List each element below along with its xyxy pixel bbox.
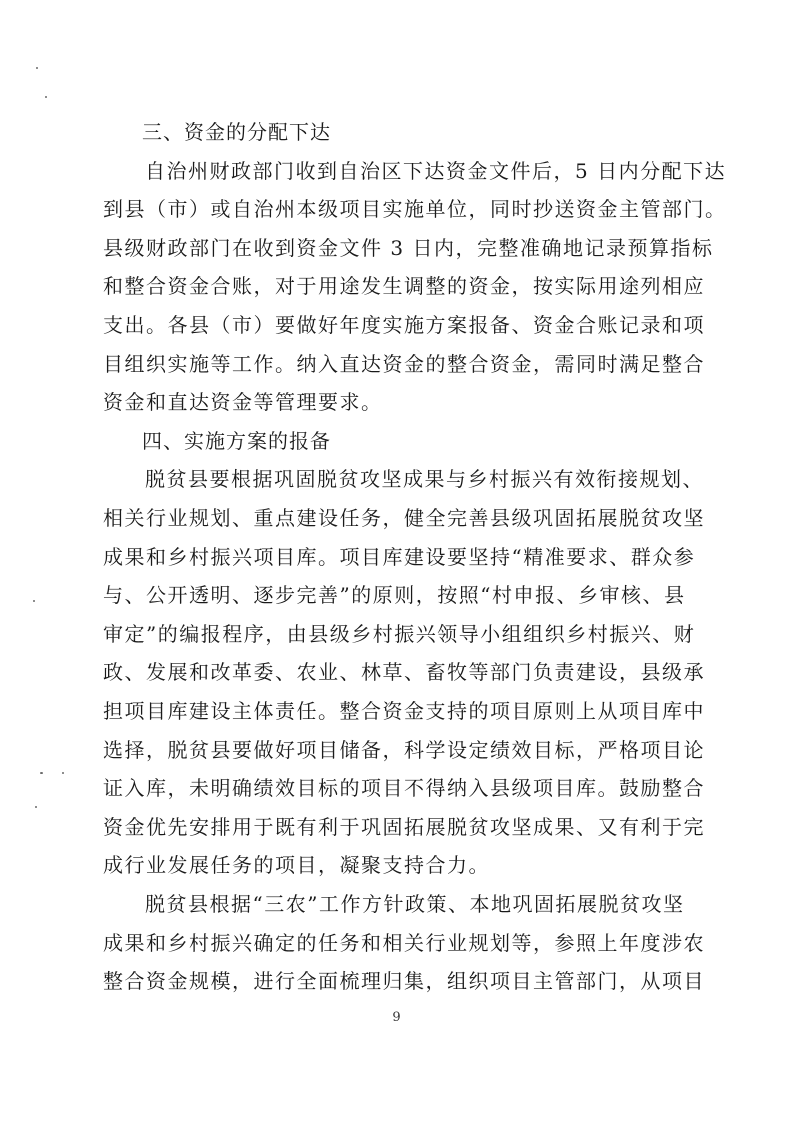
- paragraph-line: 证入库，未明确绩效目标的项目不得纳入县级项目库。鼓励整合: [103, 776, 705, 800]
- paragraph-line: 整合资金规模，进行全面梳理归集，组织项目主管部门，从项目: [103, 969, 705, 993]
- scan-speck: [35, 806, 37, 808]
- paragraph-line: 相关行业规划、重点建设任务，健全完善县级巩固拓展脱贫攻坚: [103, 506, 705, 530]
- paragraph-line: 自治州财政部门收到自治区下达资金文件后，5 日内分配下达: [145, 159, 727, 183]
- paragraph-line: 支出。各县（市）要做好年度实施方案报备、资金合账记录和项: [103, 313, 705, 337]
- paragraph-line: 脱贫县要根据巩固脱贫攻坚成果与乡村振兴有效衔接规划、: [145, 467, 704, 491]
- scan-speck: [62, 772, 64, 774]
- paragraph-line: 政、发展和改革委、农业、林草、畜牧等部门负责建设，县级承: [103, 660, 705, 684]
- scan-speck: [45, 96, 47, 98]
- paragraph-line: 与、公开透明、逐步完善”的原则，按照“村申报、乡审核、县: [103, 583, 686, 607]
- paragraph-line: 县级财政部门在收到资金文件 3 日内，完整准确地记录预算指标: [103, 236, 714, 260]
- paragraph-line: 脱贫县根据“三农”工作方针政策、本地巩固拓展脱贫攻坚: [145, 892, 685, 916]
- paragraph-line: 审定”的编报程序，由县级乡村振兴领导小组组织乡村振兴、财: [103, 622, 696, 646]
- section-heading-3: 三、资金的分配下达: [142, 120, 331, 144]
- paragraph-line: 目组织实施等工作。纳入直达资金的整合资金，需同时满足整合: [103, 352, 705, 376]
- paragraph-line: 和整合资金合账，对于用途发生调整的资金，按实际用途列相应: [103, 274, 705, 298]
- paragraph-line: 成行业发展任务的项目，凝聚支持合力。: [103, 853, 490, 877]
- section-heading-4: 四、实施方案的报备: [142, 429, 331, 453]
- paragraph-line: 到县（市）或自治州本级项目实施单位，同时抄送资金主管部门。: [103, 197, 727, 221]
- paragraph-line: 资金优先安排用于既有利于巩固拓展脱贫攻坚成果、又有利于完: [103, 815, 705, 839]
- paragraph-line: 成果和乡村振兴项目库。项目库建设要坚持“精准要求、群众参: [103, 545, 696, 569]
- paragraph-line: 选择，脱贫县要做好项目储备，科学设定绩效目标，严格项目论: [103, 738, 705, 762]
- paragraph-line: 资金和直达资金等管理要求。: [103, 390, 383, 414]
- paragraph-line: 成果和乡村振兴确定的任务和相关行业规划等，参照上年度涉农: [103, 931, 705, 955]
- scan-speck: [36, 67, 38, 69]
- scan-speck: [40, 772, 43, 774]
- page-number: 9: [392, 1010, 401, 1025]
- paragraph-line: 担项目库建设主体责任。整合资金支持的项目原则上从项目库中: [103, 699, 705, 723]
- scan-speck: [33, 600, 35, 602]
